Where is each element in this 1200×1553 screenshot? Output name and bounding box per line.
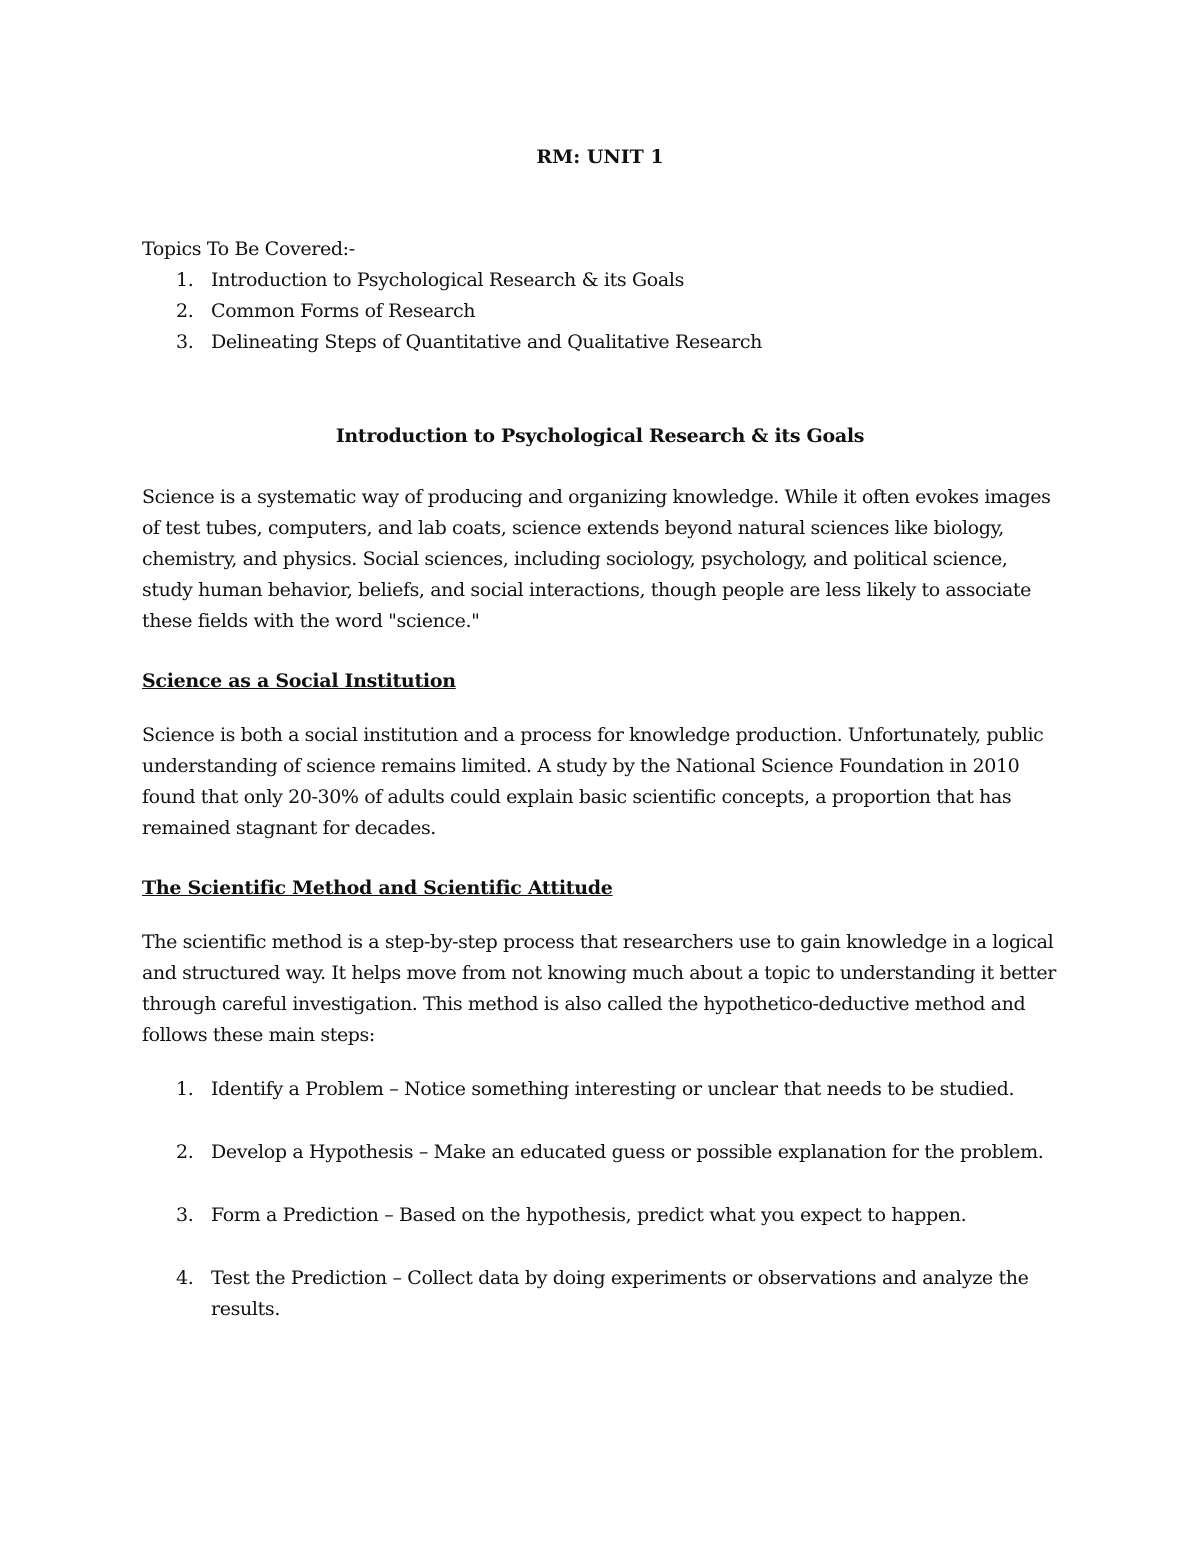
- list-number: 3.: [176, 331, 194, 353]
- list-item: [142, 296, 1067, 327]
- list-number: 4.: [176, 1267, 194, 1289]
- intro-paragraph: Science is a systematic way of producing and organizing knowledge. While it often evokes images of test tubes, computers, and lab coats, science extends beyond natural sciences like biology, chemistry, and physics. Social sciences, including sociology, psychology, and political science, study human behavior, beliefs, and social interactions, though people are less likely to associate these fields with the word "science.": [142, 486, 1051, 632]
- list-item: [142, 265, 1067, 296]
- list-item-text: Form a Prediction – Based on the hypothesis, predict what you expect to happen.: [211, 1204, 967, 1226]
- subheading-scientific-method: The Scientific Method and Scientific Attitude: [142, 877, 613, 899]
- list-item-text: Introduction to Psychological Research & its Goals: [211, 269, 684, 291]
- steps-list: [142, 1074, 1067, 1325]
- topics-label: Topics To Be Covered:-: [142, 238, 355, 260]
- list-number: 2.: [176, 300, 194, 322]
- list-item: [142, 327, 1067, 358]
- scientific-method-paragraph: The scientific method is a step-by-step process that researchers use to gain knowledge in a logical and structured way. It helps move from not knowing much about a topic to understanding it better through careful investigation. This method is also called the hypothetico-deductive method and follows these main steps:: [142, 931, 1056, 1046]
- list-item: [142, 1137, 1067, 1168]
- topics-list: [142, 265, 1067, 358]
- list-item: [142, 1200, 1067, 1231]
- social-institution-paragraph: Science is both a social institution and a process for knowledge production. Unfortunately, public understanding of science remains limited. A study by the National Science Foundation in 2010 found that only 20-30% of adults could explain basic scientific concepts, a proportion that has remained stagnant for decades.: [142, 724, 1044, 839]
- list-item: [142, 1263, 1067, 1325]
- list-number: 2.: [176, 1141, 194, 1163]
- section-heading: Introduction to Psychological Research & its Goals: [335, 425, 865, 447]
- subheading-social-institution: Science as a Social Institution: [142, 670, 456, 692]
- document-title: RM: UNIT 1: [536, 146, 664, 168]
- list-item-text: Delineating Steps of Quantitative and Qualitative Research: [211, 331, 763, 353]
- list-item-text: Common Forms of Research: [211, 300, 476, 322]
- list-number: 1.: [176, 269, 194, 291]
- list-item-text: Develop a Hypothesis – Make an educated guess or possible explanation for the problem.: [211, 1141, 1044, 1163]
- list-number: 3.: [176, 1204, 194, 1226]
- list-item-text: Identify a Problem – Notice something interesting or unclear that needs to be studied.: [211, 1078, 1015, 1100]
- list-item-text: Test the Prediction – Collect data by doing experiments or observations and analyze the results.: [211, 1267, 1029, 1320]
- list-item: [142, 1074, 1067, 1105]
- list-number: 1.: [176, 1078, 194, 1100]
